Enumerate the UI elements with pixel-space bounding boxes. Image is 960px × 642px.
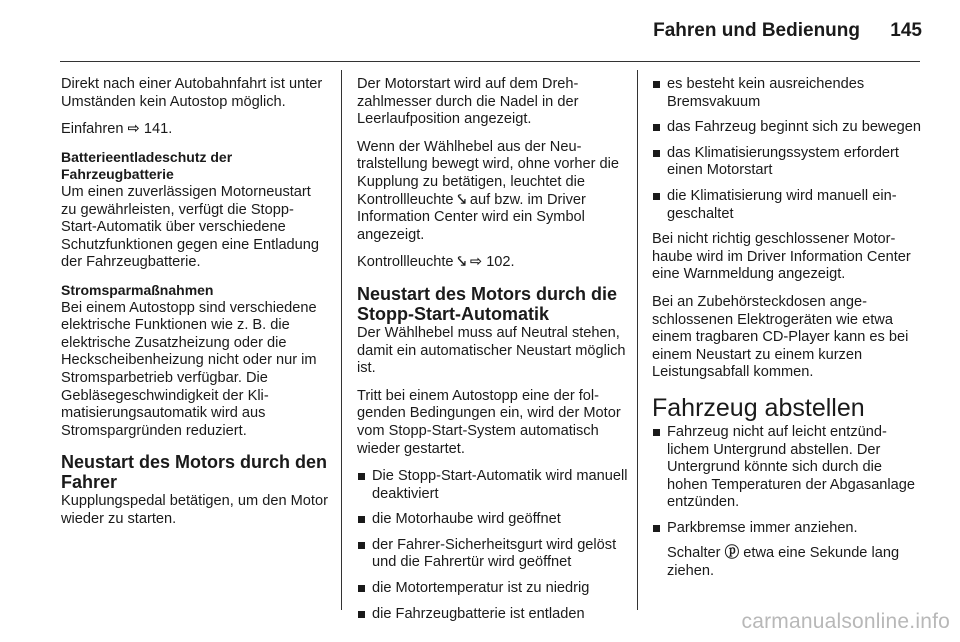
list-item: es besteht kein ausreichendes Bremsvakuum — [652, 76, 924, 111]
column-1 — [61, 76, 329, 538]
section-heading: Neustart des Motors durch den Fahrer — [61, 452, 328, 493]
instruction-list — [652, 424, 924, 538]
paragraph: Bei nicht richtig geschlossener Motorhaube wird im Driver Information Center eine Warnmeldung angezeigt. — [652, 231, 911, 283]
page-header — [0, 0, 960, 62]
subheading: Stromsparmaßnahmen — [61, 281, 214, 298]
header-divider — [60, 61, 920, 62]
list-item: Die Stopp-Start-Automatik wird manuell deaktiviert — [357, 468, 629, 503]
text: etwa eine Sekunde lang ziehen. — [667, 545, 900, 580]
ref-text: Kontrollleuchte — [357, 254, 454, 271]
column-3 — [652, 76, 924, 591]
condition-list — [652, 76, 924, 223]
column-divider-1 — [341, 70, 342, 610]
page-ref-icon: ⇨ — [127, 121, 140, 138]
list-item: der Fahrer-Sicherheitsgurt wird gelöst und die Fahrertür wird geöffnet — [357, 537, 629, 572]
ref-page: 141. — [143, 121, 173, 138]
paragraph: Tritt bei einem Autostopp eine der folgenden Bedingungen ein, wird der Motor vom Stopp-Start-System automatisch wieder gestartet. — [357, 387, 621, 457]
text: Wenn der Wählhebel aus der Neutralstellung bewegt wird, ohne vorher die Kupplung zu betätigen, leuchtet die Kontrollleuchte — [357, 138, 620, 208]
paragraph: Der Wählhebel muss auf Neutral stehen, damit ein automatischer Neustart möglich ist. — [357, 324, 626, 377]
paragraph: Bei an Zubehörsteckdosen angeschlossenen Elektrogeräten wie etwa einem tragbaren CD-Player kann es bei einem Neustart zu einem kurzen Leistungsabfall kommen. — [652, 293, 909, 381]
list-item: die Motorhaube wird geöffnet — [357, 511, 629, 529]
text: Schalter — [667, 545, 721, 562]
paragraph: Bei einem Autostopp sind verschiedene elektrische Funktionen wie z. B. die elektrische Zusatzheizung oder die Heckscheibenheizung nicht oder nur im Stromsparbetrieb verfügbar. Die Gebläsegeschwindigkeit der Klimatisierungsautomatik wird aus Stromspargründen reduziert. — [61, 299, 317, 439]
header-title: Fahren und Bedienung — [653, 20, 860, 41]
column-divider-2 — [637, 70, 638, 610]
ref-page: 102. — [486, 254, 515, 271]
paragraph: Direkt nach einer Autobahnfahrt ist unter Umständen kein Autostop möglich. — [61, 76, 323, 110]
subheading: Fahrzeugbatterie — [61, 166, 174, 183]
list-item: Parkbremse immer anziehen. — [652, 520, 924, 538]
list-item: die Klimatisierung wird manuell eingeschaltet — [652, 188, 924, 223]
text: auf bzw. im Driver Information Center wird ein Symbol angezeigt. — [357, 191, 586, 243]
paragraph: Der Motorstart wird auf dem Drehzahlmesser durch die Nadel in der Leerlaufposition angezeigt. — [357, 76, 579, 128]
column-2 — [357, 76, 629, 631]
list-item: die Motortemperatur ist zu niedrig — [357, 580, 629, 598]
list-item: das Fahrzeug beginnt sich zu bewegen — [652, 119, 924, 137]
clutch-warning-icon: ⤥ — [457, 191, 466, 208]
list-item: Fahrzeug nicht auf leicht entzündlichem Untergrund abstellen. Der Untergrund könnte sich durch die hohen Temperaturen der Abgasanlage entzünden. — [652, 424, 924, 512]
paragraph — [357, 139, 629, 245]
chapter-heading: Fahrzeug abstellen — [652, 393, 865, 422]
paragraph: Kupplungspedal betätigen, um den Motor wieder zu starten. — [61, 493, 328, 527]
parking-brake-icon: ⓟ — [724, 545, 740, 562]
section-heading: Neustart des Motors durch die Stopp-Start-Automatik — [357, 283, 618, 324]
condition-list — [357, 468, 629, 623]
list-item: die Fahrzeugbatterie ist entladen — [357, 606, 629, 624]
paragraph-ref — [357, 254, 629, 272]
paragraph — [652, 545, 924, 580]
paragraph: Um einen zuverlässigen Motorneustart zu gewährleisten, verfügt die Stopp-Start-Automatik über verschiedene Schutzfunktionen gegen eine Entladung der Fahrzeugbatterie. — [61, 183, 320, 271]
clutch-warning-icon: ⤥ — [457, 254, 466, 271]
subheading: Batterieentladeschutz der — [61, 148, 233, 165]
paragraph-ref — [61, 121, 329, 139]
watermark: carmanualsonline.info — [741, 610, 950, 633]
page-ref-icon: ⇨ — [469, 254, 483, 271]
list-item: das Klimatisierungssystem erfordert einen Motorstart — [652, 145, 924, 180]
page-number: 145 — [890, 20, 922, 41]
ref-text: Einfahren — [61, 121, 124, 138]
